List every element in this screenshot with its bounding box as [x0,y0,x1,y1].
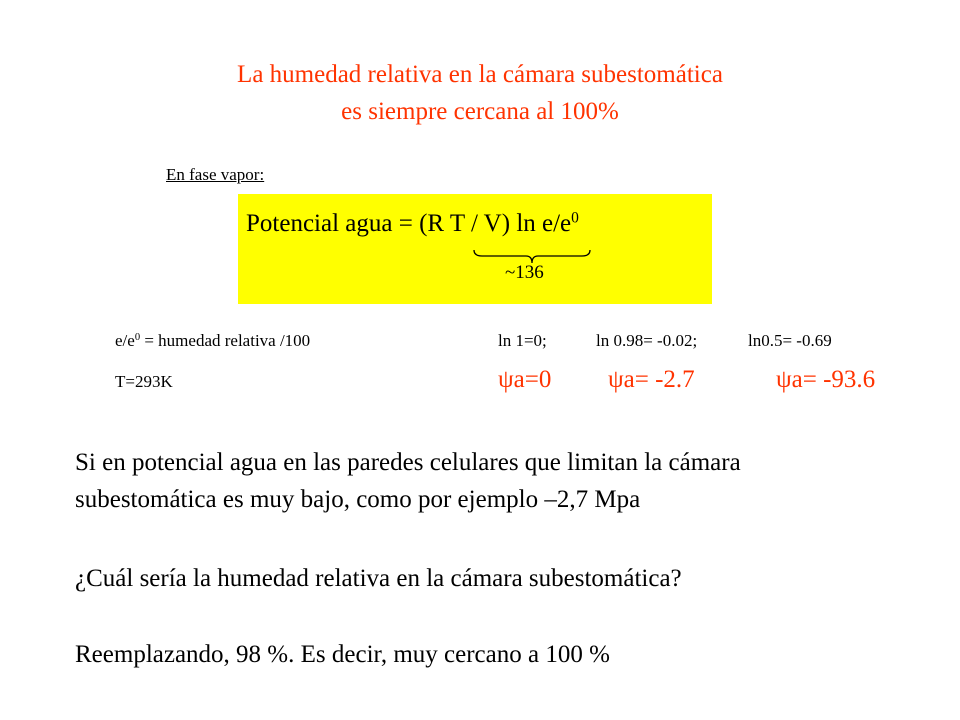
water-potential-formula [246,210,579,238]
relation-right: = humedad relativa /100 [140,331,311,350]
ln-value-3: ln0.5= -0.69 [748,331,832,350]
ln-value-1: ln 1=0; [498,331,547,350]
ln-value-2: ln 0.98= -0.02; [596,331,698,350]
paragraph-line-2: subestomática es muy bajo, como por ejemplo –2,7 Mpa [75,486,641,513]
psi-value-2: ψa= -2.7 [608,366,695,393]
relation-superscript: 0 [134,332,141,344]
answer: Reemplazando, 98 %. Es decir, muy cercano a 100 % [75,641,610,668]
title-line-1: La humedad relativa en la cámara subestomática [237,61,723,88]
psi-value-3: ψa= -93.6 [776,366,876,393]
formula-superscript: 0 [571,209,579,227]
formula-main: Potencial agua = (R T / V) ln e/e [246,210,572,237]
question: ¿Cuál sería la humedad relativa en la cámara subestomática? [75,565,682,592]
relation-left: e/e [115,331,135,350]
psi-value-1: ψa=0 [498,366,552,393]
vapor-phase-label: En fase vapor: [166,165,265,184]
paragraph-line-1: Si en potencial agua en las paredes celulares que limitan la cámara [75,449,741,476]
title-line-2: es siempre cercana al 100% [341,98,619,125]
rtv-value: ~136 [505,262,544,283]
temperature: T=293K [115,372,173,391]
relative-humidity-relation [115,331,310,351]
